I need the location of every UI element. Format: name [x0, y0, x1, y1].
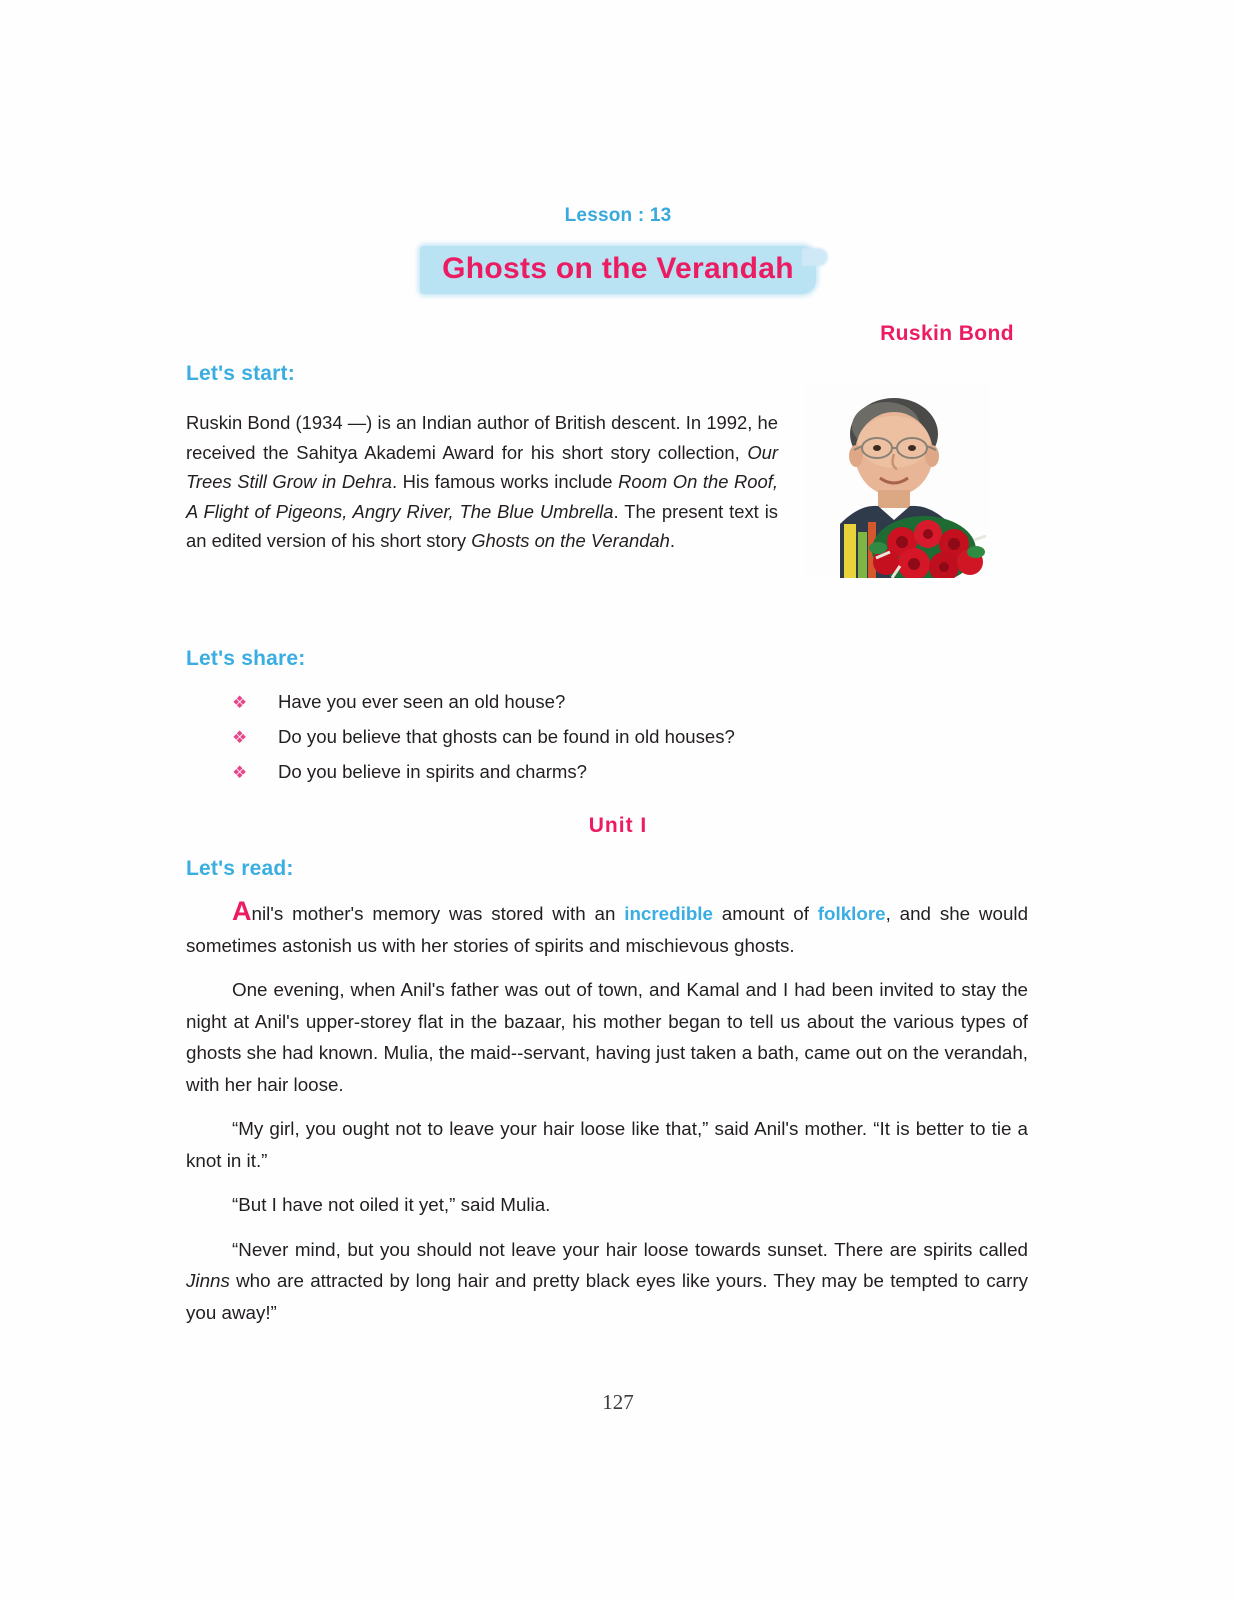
drop-cap: A [232, 896, 252, 926]
vocabulary-highlight: folklore [817, 903, 886, 924]
discussion-question-3: Do you believe in spirits and charms? [278, 761, 588, 782]
text-run-4-2: who are attracted by long hair and pretty black eyes like yours. They may be tempted to carry you away!” [186, 1270, 1028, 1323]
text-run-0-4: , and she would sometimes astonish us with her stories of spirits and mischievous ghosts. [186, 903, 1029, 956]
discussion-question-1: Have you ever seen an old house? [278, 691, 566, 712]
floret-bullet-icon: ❖ [232, 728, 248, 747]
bio-run-3: Room On the Roof, A Flight of Pigeons, Angry River, The Blue Umbrella [186, 471, 778, 522]
ruskin-bond-portrait-icon [806, 382, 990, 578]
unit-heading: Unit I [588, 814, 648, 837]
text-run-4-0: “Never mind, but you should not leave your hair loose towards sunset. There are spirits called [232, 1238, 1028, 1260]
text-run-4-1: Jinns [186, 1270, 230, 1291]
author-byline: Ruskin Bond [880, 322, 1014, 345]
list-item [232, 725, 1032, 749]
text-run-2-0: “My girl, you ought not to leave your hair loose like that,” said Anil's mother. “It is better to tie a knot in it.” [186, 1118, 1028, 1171]
list-item [232, 760, 1032, 784]
section-heading-lets-read: Let's read: [186, 857, 294, 880]
page-number: 127 [602, 1390, 634, 1414]
story-paragraph-2 [186, 974, 1028, 1100]
lesson-label: Lesson : 13 [564, 205, 672, 226]
bio-run-6: . [669, 530, 676, 551]
bio-run-5: Ghosts on the Verandah [471, 530, 670, 551]
section-heading-lets-start: Let's start: [186, 362, 295, 385]
story-paragraph-1 [186, 898, 1028, 961]
title-highlight-band [420, 246, 816, 294]
author-photo [806, 382, 990, 578]
page-title: Ghosts on the Verandah [442, 252, 794, 285]
discussion-question-2: Do you believe that ghosts can be found in old houses? [278, 726, 735, 747]
text-run-0-0: nil's mother's memory was stored with an [251, 903, 625, 924]
vocabulary-highlight: incredible [624, 903, 713, 924]
bio-run-2: . His famous works include [391, 471, 619, 492]
bio-run-1: Our Trees Still Grow in Dehra [186, 441, 778, 492]
text-run-1-0: One evening, when Anil's father was out of town, and Kamal and I had been invited to stay the night at Anil's upper-storey flat in the bazaar, his mother began to tell us about the various types of ghosts she had known. Mulia, the maid--servant, having just taken a bath, came out on the verandah, with her hair loose. [186, 979, 1028, 1095]
author-biography [186, 408, 778, 556]
text-run-3-0: “But I have not oiled it yet,” said Mulia. [232, 1194, 551, 1215]
floret-bullet-icon: ❖ [232, 763, 248, 782]
bio-run-4: . The present text is an edited version of his short story [186, 500, 778, 551]
list-item [232, 690, 1032, 714]
bio-run-0: Ruskin Bond (1934 —) is an Indian author of British descent. In 1992, he received the Sahitya Akademi Award for his short story collection, [186, 412, 778, 463]
story-paragraph-5 [186, 1234, 1028, 1329]
story-body [186, 898, 1028, 1341]
floret-bullet-icon: ❖ [232, 693, 248, 712]
discussion-questions-list [232, 690, 1032, 795]
text-run-0-2: amount of [712, 903, 818, 924]
story-paragraph-4 [186, 1189, 1028, 1221]
section-heading-lets-share: Let's share: [186, 647, 306, 670]
lesson-title-banner [0, 246, 1236, 294]
story-paragraph-3 [186, 1113, 1028, 1176]
